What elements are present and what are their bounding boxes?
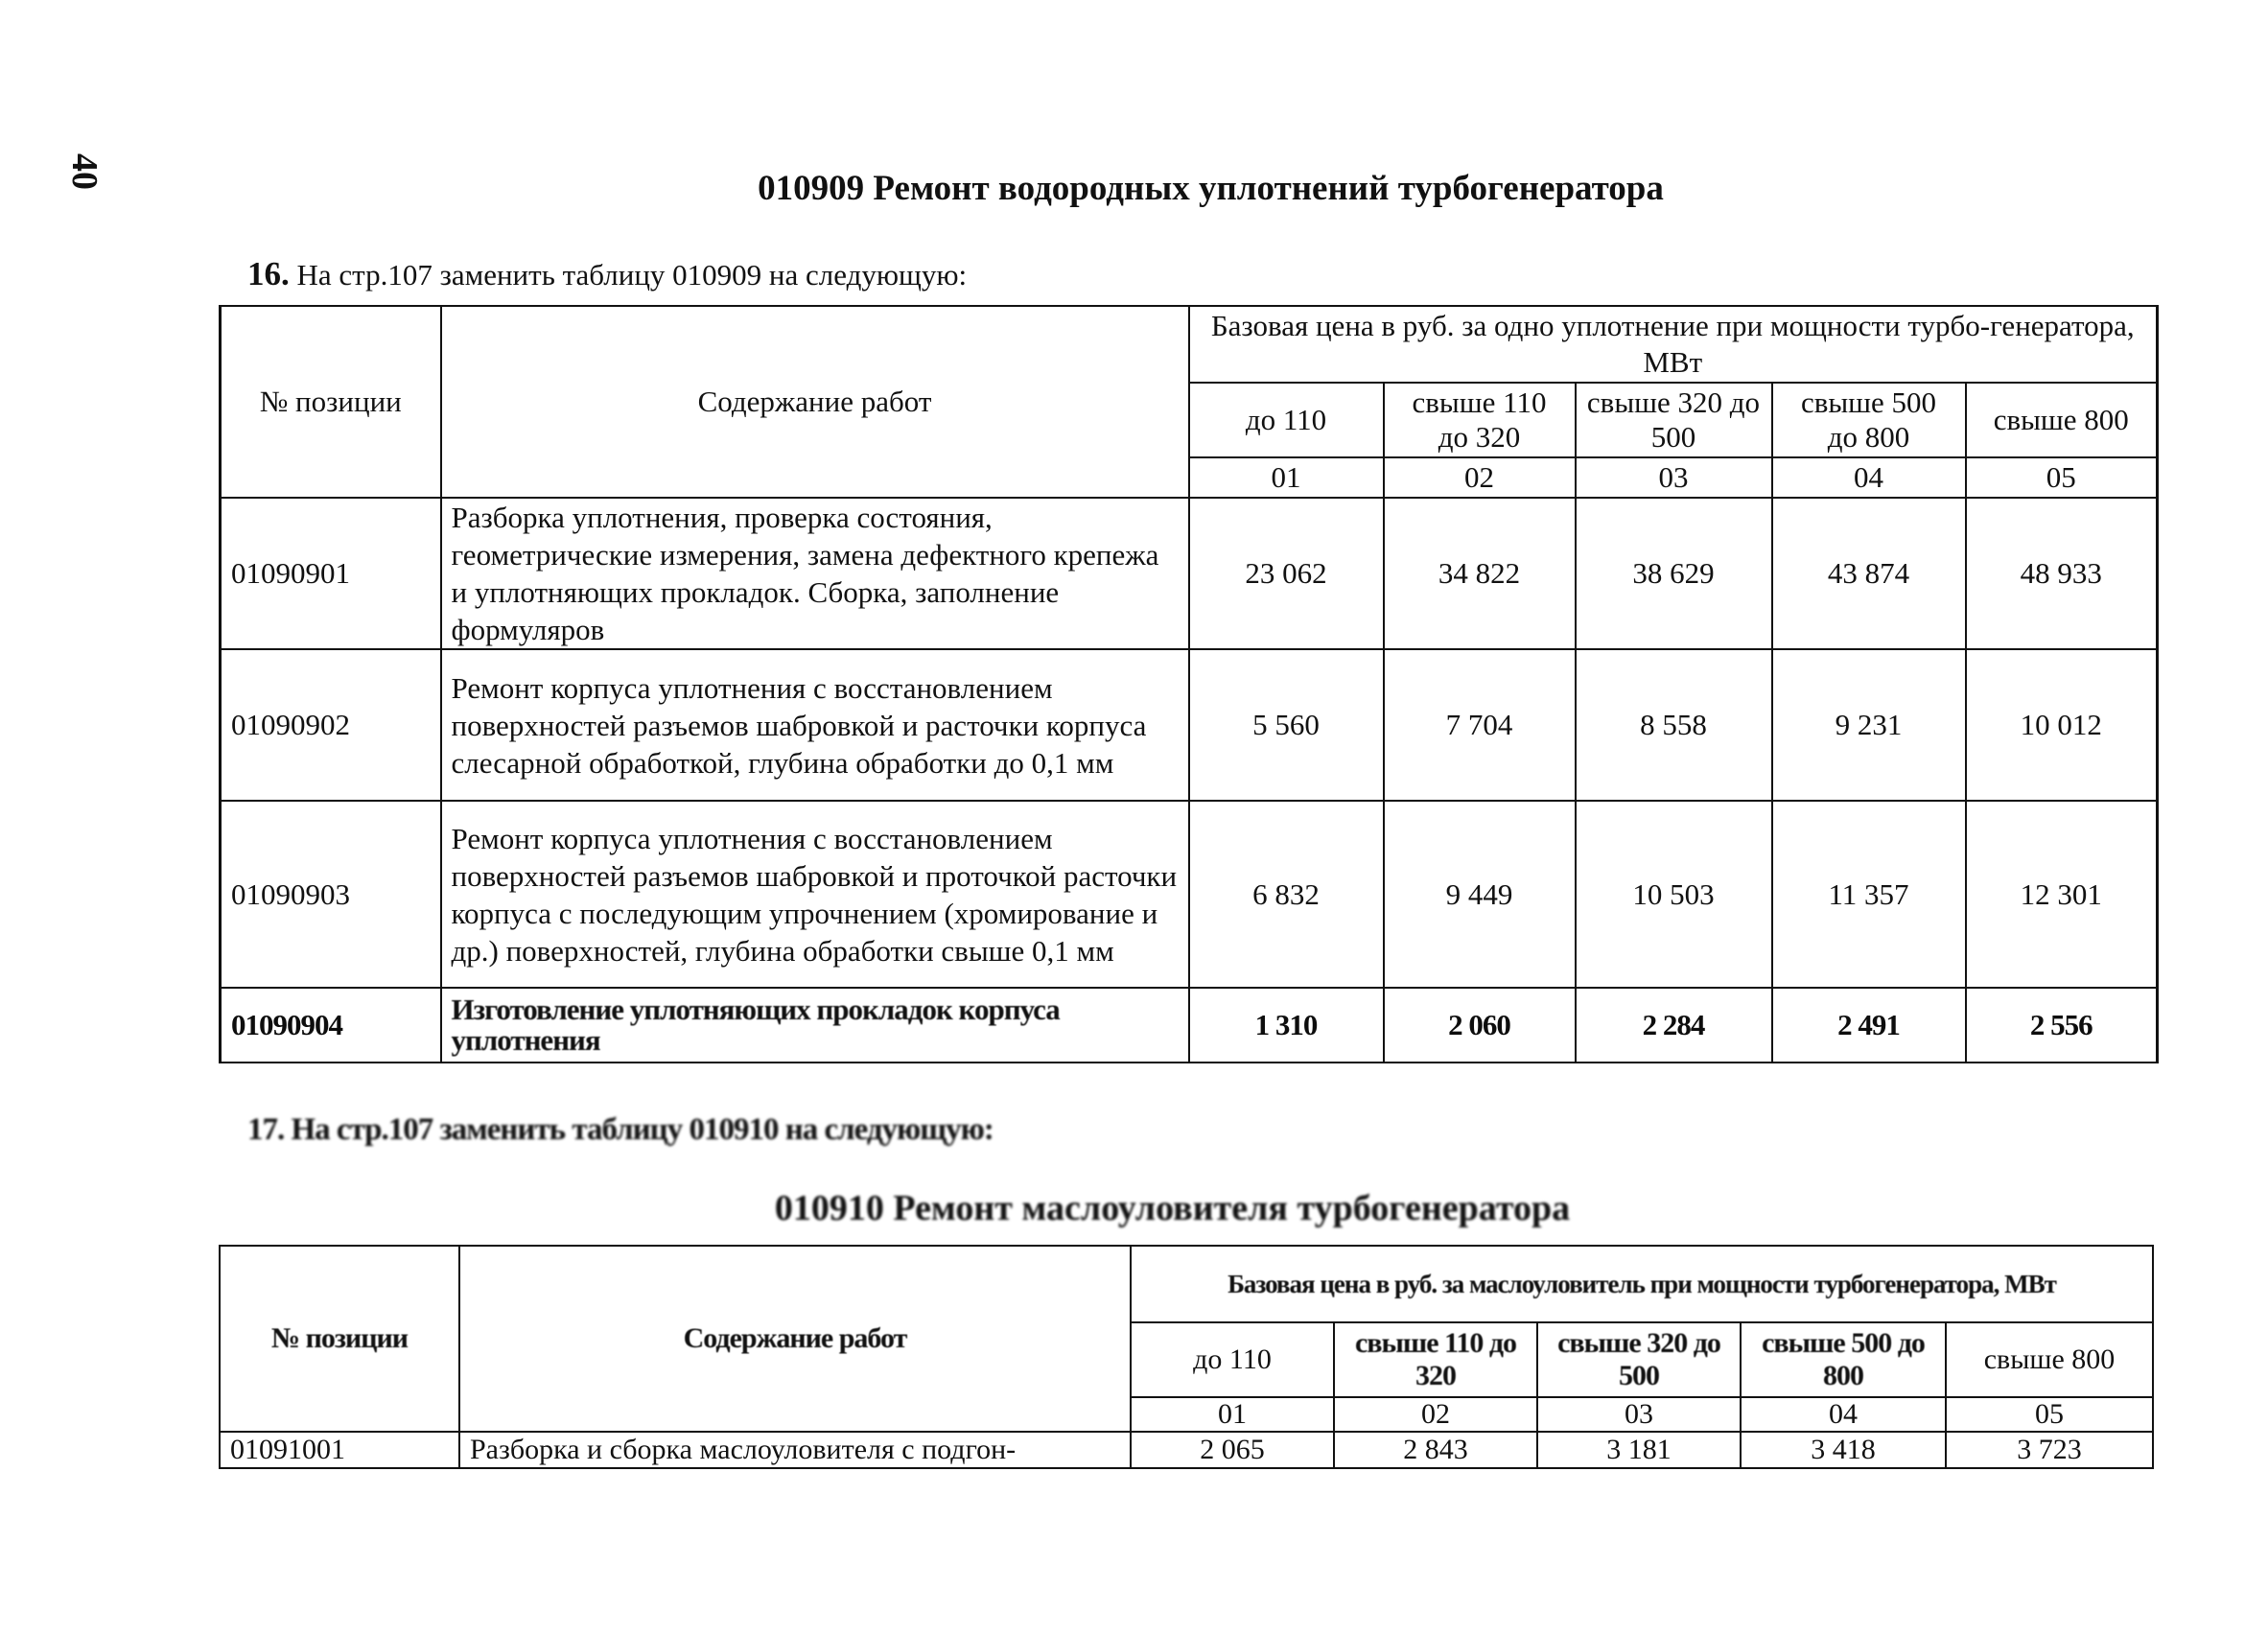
header-power-2: свыше 110 до 320: [1384, 383, 1576, 457]
col-code-05: 05: [1946, 1397, 2153, 1432]
instruction-number: 17.: [247, 1112, 285, 1147]
row-price: 11 357: [1772, 801, 1966, 988]
col-code-05: 05: [1966, 457, 2158, 498]
row-price: 2 284: [1576, 988, 1772, 1063]
row-price: 2 843: [1334, 1432, 1537, 1468]
row-position: 01091001: [220, 1432, 459, 1468]
row-price: 7 704: [1384, 649, 1576, 801]
row-description: Ремонт корпуса уплотнения с восстановлением поверхностей разъемов шабровкой и расточки корпуса слесарной обработкой, глубина обработки до 0,1 мм: [441, 649, 1189, 801]
header-position: № позиции: [220, 1246, 459, 1432]
table-row: [221, 649, 2158, 801]
instruction-number: 16.: [247, 255, 290, 292]
header-power-5: свыше 800: [1946, 1322, 2153, 1397]
row-price: 12 301: [1966, 801, 2158, 988]
header-power-1: до 110: [1189, 383, 1384, 457]
instruction-text: На стр.107 заменить таблицу 010910 на следующую:: [291, 1112, 994, 1147]
instruction-16: [247, 255, 967, 293]
row-price: 8 558: [1576, 649, 1772, 801]
table-010910: [219, 1245, 2154, 1469]
header-power-3: свыше 320 до 500: [1537, 1322, 1741, 1397]
row-price: 23 062: [1189, 498, 1384, 649]
row-position: 01090904: [221, 988, 441, 1063]
row-price: 6 832: [1189, 801, 1384, 988]
row-price: 9 449: [1384, 801, 1576, 988]
header-power-3: свыше 320 до 500: [1576, 383, 1772, 457]
table-row: [221, 801, 2158, 988]
section-title-010910: 010910 Ремонт маслоуловителя турбогенератора: [774, 1188, 1571, 1228]
row-price: 2 060: [1384, 988, 1576, 1063]
section-title-010909: 010909 Ремонт водородных уплотнений турбогенератора: [758, 169, 1664, 208]
col-code-02: 02: [1384, 457, 1576, 498]
row-price: 1 310: [1189, 988, 1384, 1063]
row-price: 3 181: [1537, 1432, 1741, 1468]
row-position: 01090902: [221, 649, 441, 801]
col-code-03: 03: [1537, 1397, 1741, 1432]
col-code-03: 03: [1576, 457, 1772, 498]
table-010909: [219, 305, 2159, 1063]
header-base-price: Базовая цена в руб. за маслоуловитель при мощности турбогенератора, МВт: [1131, 1246, 2153, 1322]
table-row: [221, 498, 2158, 649]
header-power-4: свыше 500 до 800: [1741, 1322, 1946, 1397]
table-row: [220, 1432, 2153, 1468]
row-position: 01090901: [221, 498, 441, 649]
row-price: 2 556: [1966, 988, 2158, 1063]
row-price: 9 231: [1772, 649, 1966, 801]
row-price: 3 418: [1741, 1432, 1946, 1468]
row-description: Ремонт корпуса уплотнения с восстановлением поверхностей разъемов шабровкой и проточкой расточки корпуса с последующим упрочнением (хромирование и др.) поверхностей, глубина обработки свыше 0,1 мм: [441, 801, 1189, 988]
table-row: [221, 988, 2158, 1063]
row-price: 10 503: [1576, 801, 1772, 988]
header-position: № позиции: [221, 306, 441, 498]
row-price: 5 560: [1189, 649, 1384, 801]
header-power-2: свыше 110 до 320: [1334, 1322, 1537, 1397]
row-description: Изготовление уплотняющих прокладок корпуса уплотнения: [441, 988, 1189, 1063]
header-content: Содержание работ: [441, 306, 1189, 498]
row-price: 2 065: [1131, 1432, 1334, 1468]
row-price: 10 012: [1966, 649, 2158, 801]
header-power-5: свыше 800: [1966, 383, 2158, 457]
col-code-01: 01: [1131, 1397, 1334, 1432]
row-position: 01090903: [221, 801, 441, 988]
row-price: 2 491: [1772, 988, 1966, 1063]
row-price: 43 874: [1772, 498, 1966, 649]
col-code-04: 04: [1741, 1397, 1946, 1432]
instruction-17: [247, 1112, 994, 1148]
row-description: Разборка и сборка маслоуловителя с подгон-: [459, 1432, 1131, 1468]
page-number: 40: [64, 153, 105, 190]
col-code-01: 01: [1189, 457, 1384, 498]
instruction-text: На стр.107 заменить таблицу 010909 на следующую:: [296, 258, 968, 292]
row-description: Разборка уплотнения, проверка состояния, геометрические измерения, замена дефектного крепежа и уплотняющих прокладок. Сборка, заполнение формуляров: [441, 498, 1189, 649]
header-content: Содержание работ: [459, 1246, 1131, 1432]
col-code-02: 02: [1334, 1397, 1537, 1432]
row-price: 38 629: [1576, 498, 1772, 649]
header-base-price: Базовая цена в руб. за одно уплотнение при мощности турбо-генератора, МВт: [1189, 306, 2158, 383]
header-power-1: до 110: [1131, 1322, 1334, 1397]
row-price: 48 933: [1966, 498, 2158, 649]
header-power-4: свыше 500 до 800: [1772, 383, 1966, 457]
row-price: 34 822: [1384, 498, 1576, 649]
col-code-04: 04: [1772, 457, 1966, 498]
row-price: 3 723: [1946, 1432, 2153, 1468]
